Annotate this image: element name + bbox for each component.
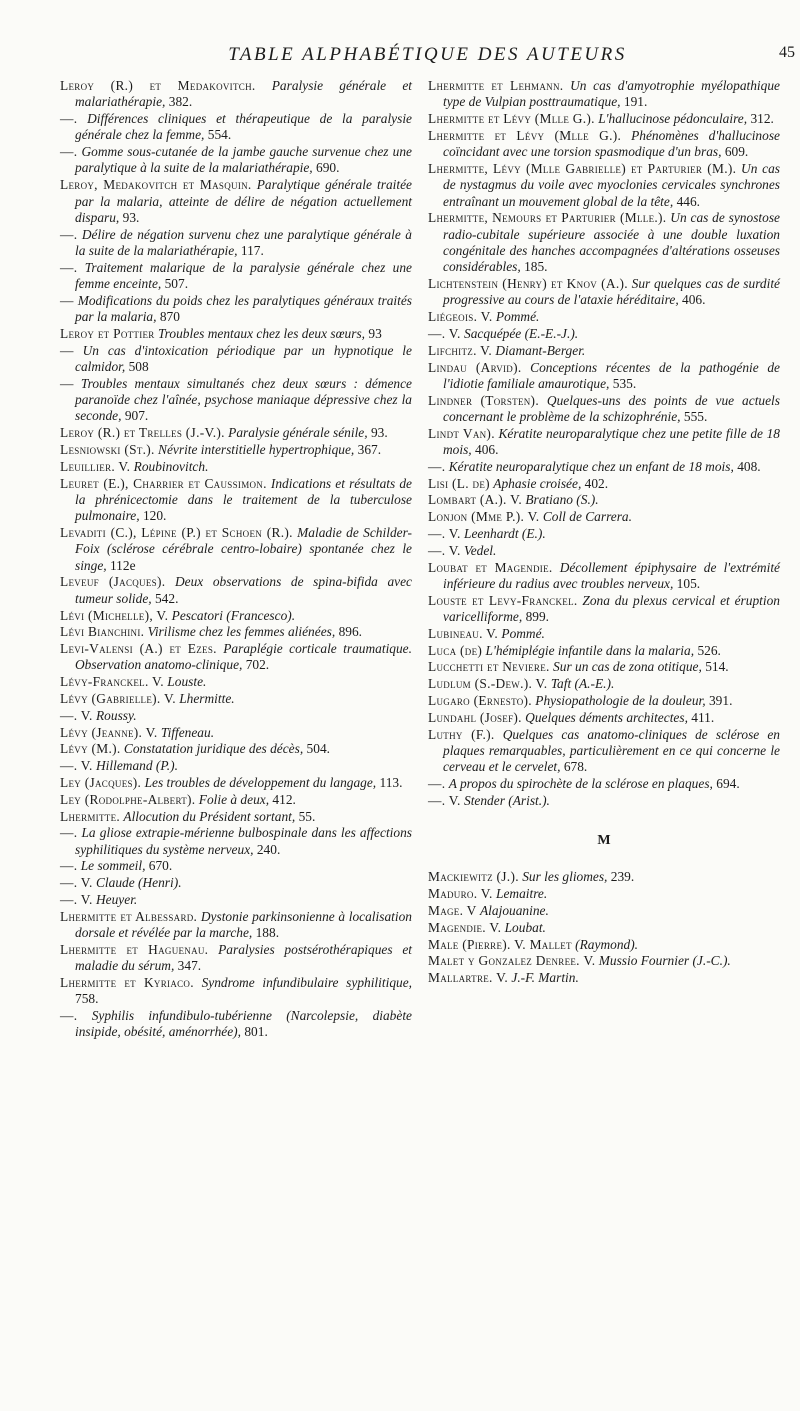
index-entry [60, 111, 412, 144]
entry-page: 907. [124, 408, 149, 424]
entry-author: Lhermitte et Lehmann. [428, 78, 564, 93]
right-column-l-entries [428, 78, 780, 809]
index-entry [428, 869, 780, 885]
entry-author: Lévy (Jeanne). V. [60, 724, 158, 740]
entry-page: 188. [255, 925, 280, 941]
entry-author: Ley (Rodolphe-Albert). [60, 791, 196, 807]
entry-page: 508 [128, 359, 149, 375]
entry-author: Leuret (E.), Charrier et Caussimon. [60, 475, 267, 491]
entry-author: Lhermitte. [60, 808, 121, 824]
entry-author: Loubat et Magendie. [428, 559, 553, 575]
index-entry [60, 641, 412, 674]
entry-title: Un cas de synostose radio-cubitale supérieure associée à une double luxation congénitale des hanches accompagnées d'altérations osseuses considérables, [443, 210, 780, 275]
entry-title: Traitement malarique de la paralysie générale chez une femme enceinte, [75, 259, 412, 292]
entry-page: 117. [240, 242, 264, 258]
index-entry [60, 227, 412, 260]
index-entry [428, 793, 780, 809]
entry-page: 391. [708, 692, 733, 708]
entry-author: —. [60, 111, 78, 127]
index-entry [60, 260, 412, 293]
entry-title: Allocution du Président sortant, [123, 808, 296, 824]
index-entry [428, 676, 780, 692]
entry-author: —. V. [60, 707, 93, 723]
entry-author: — [60, 342, 74, 358]
entry-author: Leuillier. V. [60, 458, 131, 474]
entry-title: Phénomènes d'hallucinose coïncidant avec une torsion spasmodique d'un bras, [443, 127, 780, 160]
entry-author: Liégeois. V. [428, 309, 493, 325]
entry-page: 870 [159, 309, 180, 325]
index-entry [60, 725, 412, 741]
entry-author: Lombart (A.). V. [428, 492, 522, 508]
index-entry [428, 886, 780, 902]
entry-title: Dystonie parkinsonienne à localisation dorsale et révélée par la marche, [75, 908, 412, 941]
entry-title: Stender (Arist.). [464, 792, 550, 808]
index-entry [60, 691, 412, 707]
entry-page: 191. [623, 94, 648, 110]
index-entry [60, 376, 412, 425]
entry-title: Décollement épiphysaire de l'extrémité inférieure du radius avec troubles nerveux, [443, 559, 780, 591]
entry-author: Lucchetti et Nevierе. [428, 659, 550, 675]
entry-author: Mage. V [428, 902, 477, 918]
index-entry [428, 920, 780, 936]
entry-title: Constatation juridique des décès, [123, 741, 304, 757]
entry-author: Luthy (F.). [428, 726, 495, 742]
entry-page: 112e [109, 557, 136, 573]
entry-title: Virilisme chez les femmes aliénées, [147, 624, 336, 640]
entry-author: Lévy-Franckel. V. [60, 674, 164, 690]
section-letter: M [597, 833, 611, 849]
index-entry [428, 343, 780, 359]
entry-title: Kératite neuroparalytique chez un enfant de 18 mois, [448, 458, 734, 474]
entry-page: 609. [724, 144, 749, 160]
index-entry [428, 543, 780, 559]
entry-author: Lhermitte, Lévy (Mlle Gabrielle) et Parturier (M.). [428, 160, 737, 176]
entry-title: Louste. [167, 674, 207, 690]
entry-author: Lévi Bianchini. [60, 624, 145, 640]
entry-title: Un cas d'intoxication périodique par un hypnotique le calmidor, [75, 342, 412, 375]
entry-page: 382. [168, 94, 193, 110]
entry-title: Claude (Henri). [96, 875, 182, 891]
entry-title: Quelques-uns des points de vue actuels concernant le problème de la schizophrénie, [443, 392, 780, 424]
entry-title: Leenhardt (E.). [464, 526, 546, 542]
entry-title: Deux observations de spina-bifida avec tumeur solide, [75, 574, 412, 606]
index-entry [60, 775, 412, 791]
entry-title: Syndrome infundibulaire syphilitique, [201, 975, 412, 991]
index-entry [60, 459, 412, 475]
entry-title: Pommé. [501, 625, 545, 641]
entry-author: Louste et Levy-Franckel. [428, 592, 578, 608]
entry-title: J.-F. Martin. [511, 970, 579, 986]
index-entry [428, 593, 780, 626]
entry-title: Sur les gliomes, [522, 869, 608, 885]
entry-author: Lisi (L. de) [428, 475, 490, 491]
entry-author: Lindner (Torsten). [428, 392, 539, 408]
index-entry [428, 111, 780, 127]
entry-title: Névrite interstitielle hypertrophique, [158, 442, 355, 458]
entry-page: 105. [676, 575, 701, 591]
entry-author: Lugaro (Ernesto). [428, 692, 532, 708]
entry-page: 113. [379, 774, 403, 790]
entry-author: —. [60, 858, 78, 874]
entry-page: 411. [691, 709, 715, 725]
entry-title: A propos du spirochète de la sclérose en plaques, [448, 775, 713, 791]
index-entry [60, 78, 412, 111]
entry-author: Lhermitte et Kyriaco. [60, 975, 194, 991]
index-entry [60, 608, 412, 624]
index-entry [60, 792, 412, 808]
entry-title: Paralysie générale sénile, [228, 425, 368, 441]
entry-title: Pommé. [495, 309, 540, 325]
index-entry [428, 560, 780, 593]
index-entry [60, 909, 412, 942]
entry-page: 367. [357, 442, 382, 458]
entry-title: Quelques déments architectes, [525, 709, 688, 725]
index-entry [428, 459, 780, 475]
index-entry [428, 776, 780, 792]
entry-page: 535. [612, 375, 637, 391]
entry-title: Gomme sous-cutanée de la jambe gauche survenue chez une paralytique à la suite de la malariathérapie, [75, 144, 412, 176]
index-entry [60, 574, 412, 607]
entry-author: Lhermitte et Albessard. [60, 908, 198, 924]
entry-page: 514. [705, 659, 729, 675]
entry-title: Indications et résultats de la phrénicectomie dans le traitement de la tuberculose pulmonaire, [75, 475, 412, 524]
entry-page: 406. [475, 442, 499, 458]
entry-title: Pescatori (Francesco). [171, 607, 296, 623]
index-entry [60, 476, 412, 525]
entry-author: — [60, 292, 74, 308]
entry-author: Luca (de) [428, 642, 483, 658]
index-entry [60, 293, 412, 326]
entry-author: —. V. [428, 792, 461, 808]
index-entry [428, 643, 780, 659]
entry-author: —. [428, 458, 446, 474]
entry-title: Conceptions récentes de la pathogénie de l'idiotie familiale amaurotique, [443, 359, 780, 391]
entry-page: 185. [524, 259, 548, 275]
entry-author: —. [60, 226, 78, 242]
entry-author: Lévy (M.). [60, 741, 121, 757]
entry-title: Roussy. [96, 707, 137, 723]
index-entry [428, 526, 780, 542]
index-entry [60, 875, 412, 891]
entry-title: Différences cliniques et thérapeutique de la paralysie générale chez la femme, [75, 111, 412, 143]
entry-page: 526. [697, 642, 721, 658]
index-entry [60, 525, 412, 574]
entry-author: —. V. [60, 758, 93, 774]
entry-author: —. V. [428, 325, 461, 341]
entry-page: 93. [122, 209, 140, 225]
entry-author: —. [60, 144, 78, 160]
index-entry [60, 144, 412, 177]
index-entry [428, 693, 780, 709]
page-header [60, 44, 795, 74]
entry-author: Malet y Gonzalez Denreе. V. [428, 953, 596, 969]
index-entry [428, 210, 780, 275]
entry-page: 678. [563, 759, 588, 775]
entry-author: Mallartre. V. [428, 970, 509, 986]
index-entry [428, 970, 780, 986]
entry-author: Ludlum (S.-Dew.). V. [428, 676, 548, 692]
index-entry [428, 360, 780, 393]
entry-title: Modifications du poids chez les paralytiques généraux traités par la malaria, [75, 292, 412, 325]
entry-page: 507. [164, 276, 189, 292]
index-entry [60, 758, 412, 774]
entry-author: Lifchitz. V. [428, 342, 493, 358]
entry-author: Lhermitte et Haguenau. [60, 941, 209, 957]
entry-author: Lundahl (Josef). [428, 709, 522, 725]
index-entry [428, 903, 780, 919]
entry-author: Lubineau. V. [428, 625, 499, 641]
index-entry [60, 741, 412, 757]
entry-title: Syphilis infundibulo-tubérienne (Narcolepsie, diabète insipide, obésité, aménorrhée), [75, 1008, 412, 1040]
entry-title: Kératite neuroparalytique chez une petite fille de 18 mois, [443, 425, 780, 458]
entry-author: Lindau (Arvid). [428, 359, 522, 375]
entry-page: 702. [245, 657, 270, 673]
index-entry [428, 78, 780, 111]
entry-title: Paralysies postsérothérapiques et maladie du sérum, [75, 941, 412, 974]
entry-author: Lichtenstein (Henry) et Knov (A.). [428, 276, 628, 292]
entry-title: Maladie de Schilder-Foix (sclérose cérébrale centro-lobaire) spontanée chez le singe, [75, 525, 412, 573]
entry-author: Lonjon (Mme P.). V. [428, 509, 540, 525]
entry-title: Le sommeil, [80, 858, 146, 874]
index-entry [60, 177, 412, 226]
entry-title: Folie à deux, [198, 791, 270, 807]
entry-author: Magendie. V. [428, 919, 502, 935]
entry-title: Troubles mentaux chez les deux sœurs, [157, 325, 366, 341]
entry-page: 758. [75, 991, 99, 1007]
entry-title: L'hémiplégie infantile dans la malaria, [485, 642, 695, 658]
index-entry [428, 953, 780, 969]
entry-page: 120. [142, 508, 167, 524]
index-entry [428, 659, 780, 675]
index-entry [60, 442, 412, 458]
page-number: 45 [779, 44, 795, 61]
index-entry [428, 727, 780, 776]
entry-author: Lhermitte et Lévy (Mlle G.). [428, 127, 622, 143]
entry-page: 694. [716, 775, 740, 791]
index-entry [60, 425, 412, 441]
entry-author: Lévi (Michelle), V. [60, 607, 169, 623]
entry-author: Lhermitte et Lévy (Mlle G.). [428, 111, 595, 127]
entry-title: Loubat. [504, 919, 546, 935]
entry-page: 899. [525, 609, 550, 624]
index-entry [428, 626, 780, 642]
entry-author: —. V. [428, 542, 461, 558]
entry-title: Mussio Fournier (J.-C.). [598, 953, 731, 969]
entry-title: L'hallucinose pédonculaire, [598, 111, 748, 127]
index-entry [60, 624, 412, 640]
entry-title: Bratiano (S.). [525, 492, 599, 508]
entry-page: 408. [737, 458, 761, 474]
entry-title: Délire de négation survenu chez une paralytique générale à la suite de la malariathérapie, [75, 226, 412, 258]
entry-title: Les troubles de développement du langage, [144, 774, 377, 790]
entry-page: 542. [154, 590, 179, 606]
entry-author: Leroy (R.) et Medakovitch. [60, 78, 256, 93]
entry-title: Quelques cas anatomo-cliniques de sclérose en plaques remarquables, particulièrement en ce qui concerne le cerveau et le cervelet, [443, 726, 780, 775]
entry-page: 555. [683, 408, 708, 424]
entry-author: —. V. [60, 875, 93, 891]
entry-author: Male (Pierre). V. Mallet [428, 936, 572, 952]
index-entry [60, 942, 412, 975]
entry-title: Vedel. [464, 542, 497, 558]
entry-page: 55. [298, 808, 316, 824]
index-entry [428, 476, 780, 492]
entry-title: Un cas de nystagmus du voile avec myoclonies cervicales synchrones entraînant un mouvement global de la tête, [443, 160, 780, 209]
entry-author: Leroy (R.) et Trelles (J.-V.). [60, 425, 225, 441]
entry-title: Hillemand (P.). [96, 758, 178, 774]
entry-author: Leveuf (Jacques). [60, 574, 166, 590]
entry-author: —. [60, 1008, 78, 1024]
entry-author: Ley (Jacques). [60, 774, 142, 790]
index-entry [60, 708, 412, 724]
entry-page: 504. [306, 741, 330, 757]
entry-author: Levaditi (C.), Lépine (P.) et Schoen (R.). [60, 525, 293, 541]
entry-title: La gliose extrapie-mérienne bulbospinale dans les affections syphilitiques du système nerveux, [75, 825, 412, 857]
entry-title: Sur un cas de zona otitique, [553, 659, 702, 675]
index-entry [60, 975, 412, 1008]
index-entry [60, 326, 412, 342]
index-entry [60, 858, 412, 874]
entry-author: Lesniowski (St.). [60, 442, 155, 458]
entry-author: —. V. [60, 892, 93, 908]
entry-page: 554. [207, 127, 232, 143]
entry-title: Troubles mentaux simultanés chez deux sœurs : démence paranoïde chez l'aînée, psychose maniaque dépressive chez la seconde, [75, 375, 412, 424]
entry-author: Lindt Van). [428, 425, 495, 441]
entry-author: Levi-Valensi (A.) et Ezes. [60, 641, 217, 657]
entry-page: 240. [256, 841, 281, 857]
entry-page: 402. [584, 475, 609, 491]
entry-author: Leroy et Pottier [60, 325, 155, 341]
entry-author: Lhermitte, Nemours et Parturier (Mlle.). [428, 210, 667, 226]
entry-page: 801. [244, 1024, 268, 1040]
entry-title: (Raymond). [575, 936, 639, 952]
entry-title: Lemaitre. [496, 886, 548, 902]
entry-author: Mackiewitz (J.). [428, 869, 519, 885]
index-entry [60, 809, 412, 825]
index-entry [428, 426, 780, 459]
entry-page: 670. [148, 858, 173, 874]
entry-author: Lévy (Gabrielle). V. [60, 690, 176, 706]
index-entry [428, 393, 780, 426]
index-entry [428, 937, 780, 953]
entry-title: Roubinovitch. [133, 458, 209, 474]
index-entry [428, 309, 780, 325]
entry-title: Sur quelques cas de surdité progressive au cours de l'ataxie héréditaire, [443, 276, 780, 308]
entry-title: Paraplégie corticale traumatique. Observation anatomo-clinique, [75, 641, 412, 673]
entry-title: Physiopathologie de la douleur, [535, 692, 706, 708]
entry-page: 690. [316, 160, 340, 176]
entry-title: Heuyer. [96, 892, 138, 908]
entry-page: 412. [272, 791, 296, 807]
left-column [60, 78, 412, 1041]
entry-author: — [60, 375, 74, 391]
entry-page: 312. [750, 111, 774, 127]
entry-title: Zona du plexus cervical et éruption varicelliforme, [443, 592, 780, 624]
entry-title: Alajouanine. [480, 902, 549, 918]
entry-title: Coll de Carrera. [542, 509, 632, 525]
index-entry [428, 710, 780, 726]
entry-page: 93. [370, 425, 388, 441]
index-entry [428, 128, 780, 161]
entry-title: Paralytique générale traitée par la malaria, atteinte de délire de négation actuellement disparu, [75, 177, 413, 225]
entry-page: 239. [610, 869, 635, 885]
index-entry [60, 674, 412, 690]
entry-author: Leroy, Medakovitch et Masquin. [60, 177, 252, 193]
entry-page: 93 [368, 325, 382, 341]
entry-page: 406. [682, 292, 706, 308]
entry-author: —. [60, 825, 78, 841]
index-entry [60, 892, 412, 908]
entry-title: Un cas d'amyotrophie myélopathique type de Vulpian posttraumatique, [443, 78, 780, 110]
index-entry [428, 276, 780, 309]
entry-title: Sacquépée (E.-E.-J.). [464, 325, 579, 341]
entry-author: —. V. [428, 526, 461, 542]
right-column [428, 78, 780, 987]
entry-page: 446. [676, 193, 700, 209]
entry-title: Taft (A.-E.). [550, 676, 615, 692]
right-column-m-entries [428, 869, 780, 986]
running-title: TABLE ALPHABÉTIQUE DES AUTEURS [228, 44, 627, 65]
index-entry [428, 492, 780, 508]
entry-title: Aphasie croisée, [493, 475, 582, 491]
entry-title: Tiffeneau. [160, 724, 215, 740]
entry-author: Maduro. V. [428, 886, 493, 902]
index-entry [60, 825, 412, 858]
entry-author: —. [428, 775, 446, 791]
entry-page: 347. [177, 958, 202, 974]
entry-title: Lhermitte. [179, 690, 235, 706]
index-entry [428, 509, 780, 525]
entry-title: Paralysie générale et malariathérapie, [75, 78, 412, 110]
index-entry [428, 326, 780, 342]
index-entry [60, 1008, 412, 1041]
index-entry [60, 343, 412, 376]
index-entry [428, 161, 780, 210]
entry-author: —. [60, 259, 78, 275]
entry-title: Diamant-Berger. [495, 342, 586, 358]
entry-page: 896. [338, 624, 362, 640]
